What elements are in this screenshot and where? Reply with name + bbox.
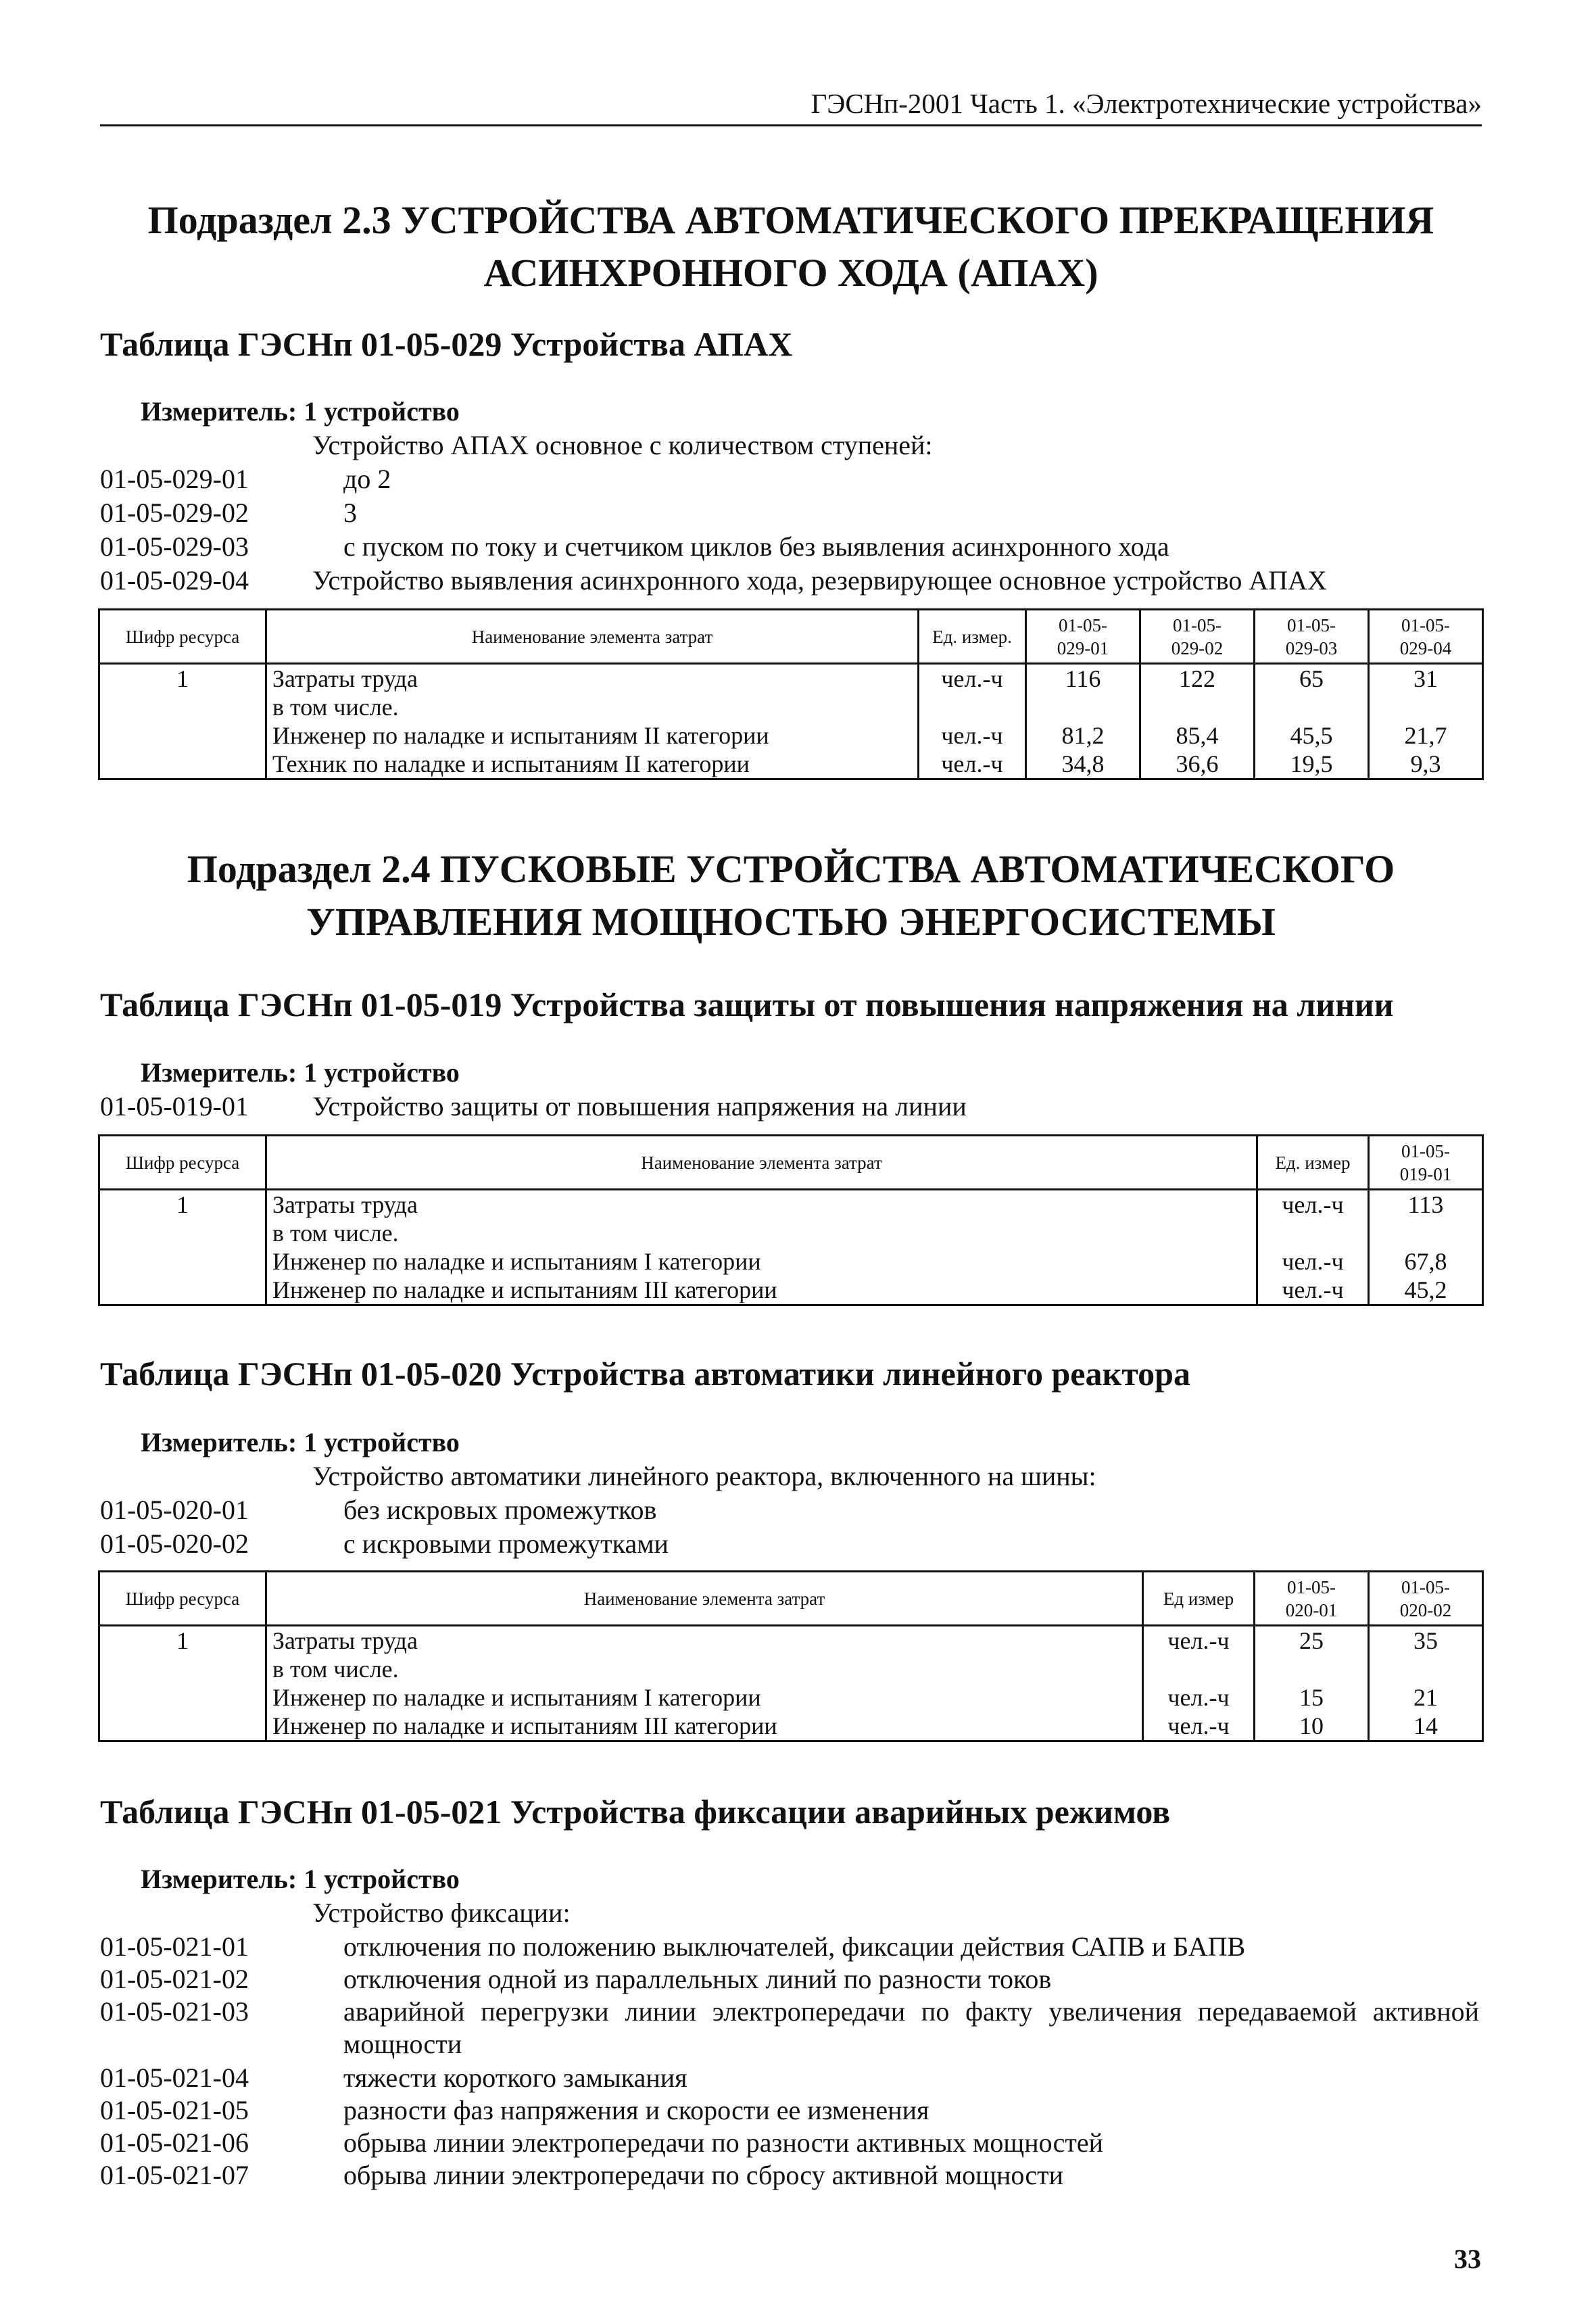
- cell-name: Затраты труда: [266, 1190, 1257, 1220]
- header-unit: Ед измер: [1143, 1572, 1255, 1626]
- cell-value: 116: [1026, 664, 1140, 694]
- header-line: 029-03: [1285, 637, 1338, 658]
- section-title-line: Подраздел 2.4 ПУСКОВЫЕ УСТРОЙСТВА АВТОМАТИЧЕСКОГО: [187, 847, 1395, 891]
- page-number: 33: [1454, 2244, 1481, 2274]
- cell-code: [99, 693, 266, 721]
- cell-code: [99, 1247, 266, 1276]
- cell-code: [99, 1683, 266, 1712]
- item-code: 01-05-021-02: [100, 1964, 249, 1994]
- item-text: обрыва линии электропередачи по разности активных мощностей: [343, 2127, 1104, 2158]
- header-line: 01-05-: [1287, 614, 1336, 635]
- header-norm-column: [1369, 1136, 1483, 1190]
- table-021-measure: [141, 1863, 460, 1896]
- item-text: Устройство выявления асинхронного хода, резервирующее основное устройство АПАХ: [312, 565, 1327, 596]
- item-text: без искровых промежутков: [343, 1495, 657, 1525]
- cell-value: 67,8: [1369, 1247, 1483, 1276]
- item-code: 01-05-019-01: [100, 1091, 249, 1121]
- cell-unit: чел.-ч: [919, 721, 1026, 750]
- measure-value: 1 устройство: [304, 1864, 460, 1894]
- measure-value: 1 устройство: [304, 396, 460, 427]
- table-row: [99, 1626, 1483, 1656]
- cell-name: Инженер по наладке и испытаниям I категории: [266, 1247, 1257, 1276]
- cell-name: Инженер по наладке и испытаниям I категории: [266, 1683, 1143, 1712]
- table-row: [99, 1190, 1483, 1220]
- table-029-title: Таблица ГЭСНп 01-05-029 Устройства АПАХ: [100, 325, 793, 363]
- cell-unit: чел.-ч: [1257, 1276, 1369, 1305]
- cell-unit: [1143, 1655, 1255, 1683]
- measure-label: Измеритель:: [141, 1427, 297, 1457]
- item-code: 01-05-029-01: [100, 464, 249, 494]
- table-row: [99, 1655, 1483, 1683]
- cell-value: 122: [1140, 664, 1255, 694]
- measure-value: 1 устройство: [304, 1427, 460, 1457]
- table-020: [98, 1570, 1484, 1742]
- running-header: ГЭСНп-2001 Часть 1. «Электротехнические устройства»: [100, 87, 1482, 126]
- header-cost-element: Наименование элемента затрат: [266, 1136, 1257, 1190]
- cell-value: 14: [1369, 1712, 1483, 1741]
- section-2-4-title: [100, 843, 1482, 948]
- item-text: обрыва линии электропередачи по сбросу активной мощности: [343, 2160, 1063, 2190]
- header-line: 01-05-: [1287, 1576, 1336, 1597]
- cell-name: Техник по наладке и испытаниям II категории: [266, 750, 919, 779]
- measure-value: 1 устройство: [304, 1057, 460, 1088]
- table-row: [99, 664, 1483, 694]
- cell-value: [1026, 693, 1140, 721]
- item-code: 01-05-021-03: [100, 1996, 249, 2027]
- item-code: 01-05-021-05: [100, 2095, 249, 2125]
- header-line: 019-01: [1399, 1163, 1452, 1184]
- cell-unit: [919, 693, 1026, 721]
- cell-value: 25: [1255, 1626, 1369, 1656]
- cell-name: в том числе.: [266, 693, 919, 721]
- cell-code: 1: [99, 664, 266, 694]
- cell-value: 21: [1369, 1683, 1483, 1712]
- header-line: 01-05-: [1059, 614, 1107, 635]
- item-text: отключения по положению выключателей, фиксации действия САПВ и БАПВ: [343, 1931, 1246, 1962]
- item-code: 01-05-021-04: [100, 2062, 249, 2093]
- header-cost-element: Наименование элемента затрат: [266, 610, 919, 664]
- header-cost-element: Наименование элемента затрат: [266, 1572, 1143, 1626]
- section-title-line: Подраздел 2.3 УСТРОЙСТВА АВТОМАТИЧЕСКОГО ПРЕКРАЩЕНИЯ: [147, 198, 1434, 242]
- header-norm-column: [1255, 1572, 1369, 1626]
- table-row: [99, 1683, 1483, 1712]
- cell-code: [99, 1655, 266, 1683]
- cell-unit: чел.-ч: [1257, 1247, 1369, 1276]
- cell-code: [99, 1712, 266, 1741]
- item-code: 01-05-029-03: [100, 531, 249, 562]
- item-text: с искровыми промежутками: [343, 1528, 669, 1559]
- header-line: 01-05-: [1173, 614, 1222, 635]
- header-line: 029-01: [1057, 637, 1109, 658]
- item-text: 3: [343, 498, 357, 528]
- item-code: 01-05-020-01: [100, 1495, 249, 1525]
- table-029-measure: [141, 395, 460, 428]
- cell-unit: чел.-ч: [919, 664, 1026, 694]
- cell-unit: чел.-ч: [1143, 1683, 1255, 1712]
- header-line: 020-01: [1285, 1599, 1338, 1620]
- cell-value: 10: [1255, 1712, 1369, 1741]
- header-resource-code: Шифр ресурса: [99, 610, 266, 664]
- item-text: разности фаз напряжения и скорости ее изменения: [343, 2095, 929, 2125]
- header-line: 01-05-: [1401, 614, 1450, 635]
- table-row: [99, 750, 1483, 779]
- header-resource-code: Шифр ресурса: [99, 1136, 266, 1190]
- cell-value: 36,6: [1140, 750, 1255, 779]
- item-code: 01-05-021-07: [100, 2160, 249, 2190]
- item-code: 01-05-020-02: [100, 1528, 249, 1559]
- header-norm-column: [1369, 610, 1483, 664]
- cell-name: Инженер по наладке и испытаниям III категории: [266, 1712, 1143, 1741]
- cell-code: [99, 721, 266, 750]
- header-resource-code: Шифр ресурса: [99, 1572, 266, 1626]
- item-text: отключения одной из параллельных линий по разности токов: [343, 1964, 1052, 1994]
- table-row: [99, 721, 1483, 750]
- header-norm-column: [1369, 1572, 1483, 1626]
- cell-name: в том числе.: [266, 1219, 1257, 1247]
- table-021-title: Таблица ГЭСНп 01-05-021 Устройства фиксации аварийных режимов: [100, 1793, 1171, 1831]
- cell-name: в том числе.: [266, 1655, 1143, 1683]
- header-norm-column: [1026, 610, 1140, 664]
- table-020-measure: [141, 1426, 460, 1459]
- table-row: [99, 1247, 1483, 1276]
- table-029-intro: Устройство АПАХ основное с количеством ступеней:: [312, 430, 933, 460]
- table-row: [99, 1219, 1483, 1247]
- table-021-intro: Устройство фиксации:: [312, 1898, 571, 1928]
- item-code: 01-05-029-02: [100, 498, 249, 528]
- cell-unit: чел.-ч: [919, 750, 1026, 779]
- item-text: аварийной перегрузки линии электропередачи по факту увеличения передаваемой активной мощности: [343, 1996, 1479, 2059]
- table-029: [98, 608, 1484, 780]
- header-unit: Ед. измер.: [919, 610, 1026, 664]
- measure-label: Измеритель:: [141, 396, 297, 427]
- table-019-measure: [141, 1057, 460, 1089]
- item-text: до 2: [343, 464, 391, 494]
- cell-value: [1369, 1219, 1483, 1247]
- cell-value: 35: [1369, 1626, 1483, 1656]
- cell-value: 19,5: [1255, 750, 1369, 779]
- cell-value: 15: [1255, 1683, 1369, 1712]
- cell-value: 34,8: [1026, 750, 1140, 779]
- cell-value: 21,7: [1369, 721, 1483, 750]
- section-2-3-title: [100, 194, 1482, 299]
- cell-name: Инженер по наладке и испытаниям III категории: [266, 1276, 1257, 1305]
- item-code: 01-05-029-04: [100, 565, 249, 596]
- measure-label: Измеритель:: [141, 1057, 297, 1088]
- cell-unit: чел.-ч: [1143, 1712, 1255, 1741]
- cell-value: [1140, 693, 1255, 721]
- cell-unit: чел.-ч: [1143, 1626, 1255, 1656]
- cell-code: [99, 1219, 266, 1247]
- cell-code: [99, 750, 266, 779]
- header-norm-column: [1255, 610, 1369, 664]
- header-line: 029-02: [1171, 637, 1224, 658]
- cell-code: 1: [99, 1626, 266, 1656]
- cell-code: 1: [99, 1190, 266, 1220]
- header-line: 020-02: [1399, 1599, 1452, 1620]
- table-row: [99, 1712, 1483, 1741]
- cell-name: Затраты труда: [266, 1626, 1143, 1656]
- header-unit: Ед. измер: [1257, 1136, 1369, 1190]
- item-code: 01-05-021-06: [100, 2127, 249, 2158]
- cell-value: 81,2: [1026, 721, 1140, 750]
- cell-value: [1369, 1655, 1483, 1683]
- table-row: [99, 1276, 1483, 1305]
- header-line: 01-05-: [1401, 1140, 1450, 1161]
- cell-name: Затраты труда: [266, 664, 919, 694]
- cell-value: [1255, 1655, 1369, 1683]
- cell-value: [1255, 693, 1369, 721]
- measure-label: Измеритель:: [141, 1864, 297, 1894]
- table-020-intro: Устройство автоматики линейного реактора, включенного на шины:: [312, 1461, 1096, 1491]
- cell-unit: [1257, 1219, 1369, 1247]
- cell-value: 9,3: [1369, 750, 1483, 779]
- cell-value: 45,2: [1369, 1276, 1483, 1305]
- item-text: с пуском по току и счетчиком циклов без выявления асинхронного хода: [343, 531, 1169, 562]
- cell-value: 65: [1255, 664, 1369, 694]
- cell-name: Инженер по наладке и испытаниям II категории: [266, 721, 919, 750]
- section-title-line: УПРАВЛЕНИЯ МОЩНОСТЬЮ ЭНЕРГОСИСТЕМЫ: [306, 900, 1276, 944]
- item-text: тяжести короткого замыкания: [343, 2062, 687, 2093]
- cell-value: [1369, 693, 1483, 721]
- cell-value: 85,4: [1140, 721, 1255, 750]
- table-row: [99, 693, 1483, 721]
- cell-value: 45,5: [1255, 721, 1369, 750]
- header-line: 01-05-: [1401, 1576, 1450, 1597]
- cell-value: 31: [1369, 664, 1483, 694]
- header-line: 029-04: [1399, 637, 1452, 658]
- table-019: [98, 1134, 1484, 1306]
- table-020-title: Таблица ГЭСНп 01-05-020 Устройства автоматики линейного реактора: [100, 1355, 1190, 1393]
- cell-code: [99, 1276, 266, 1305]
- item-code: 01-05-021-01: [100, 1931, 249, 1962]
- table-019-title: Таблица ГЭСНп 01-05-019 Устройства защиты от повышения напряжения на линии: [100, 986, 1394, 1023]
- item-text: Устройство защиты от повышения напряжения на линии: [312, 1091, 967, 1121]
- cell-unit: чел.-ч: [1257, 1190, 1369, 1220]
- header-norm-column: [1140, 610, 1255, 664]
- cell-value: 113: [1369, 1190, 1483, 1220]
- section-title-line: АСИНХРОННОГО ХОДА (АПАХ): [483, 251, 1098, 295]
